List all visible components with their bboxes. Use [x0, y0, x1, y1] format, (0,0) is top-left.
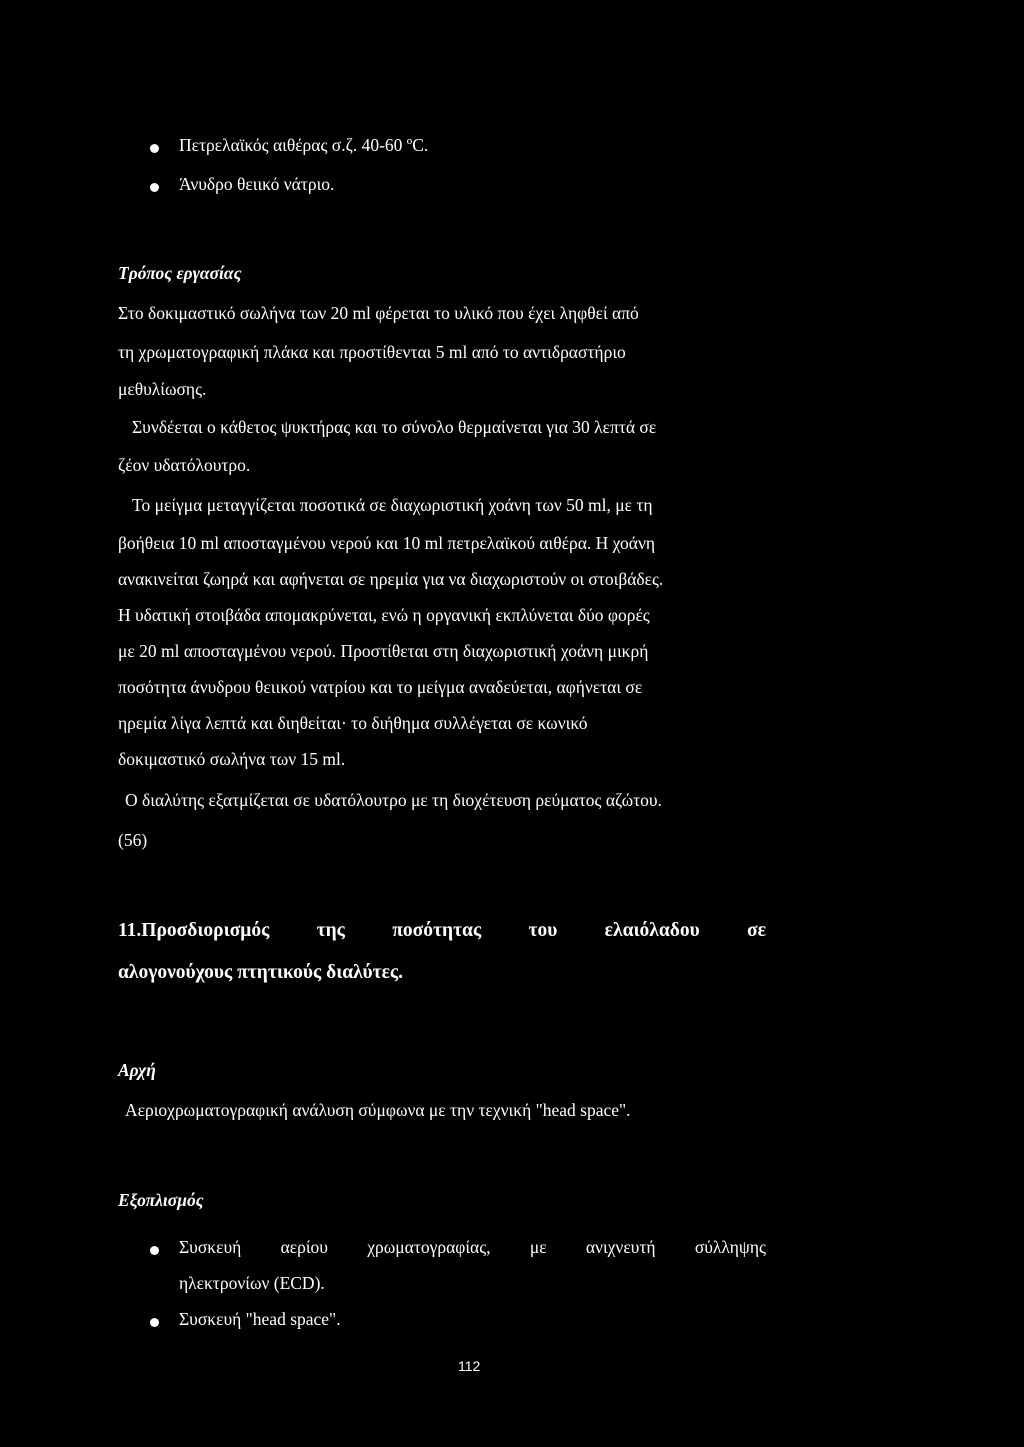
- title-word: 11.Προσδιορισμός: [118, 920, 270, 941]
- paragraph-line: Αεριοχρωματογραφική ανάλυση σύμφωνα με την τεχνική "head space".: [125, 1100, 631, 1120]
- paragraph-line: τη χρωματογραφική πλάκα και προστίθενται 5 ml από το αντιδραστήριο: [118, 342, 626, 362]
- list-word: αερίου: [280, 1237, 328, 1257]
- title-word: ποσότητας: [392, 920, 482, 941]
- paragraph-line: ποσότητα άνυδρου θειικού νατρίου και το μείγμα αναδεύεται, αφήνεται σε: [118, 677, 643, 697]
- list-word: χρωματογραφίας,: [367, 1237, 491, 1257]
- list-item-continuation: ηλεκτρονίων (ECD).: [179, 1273, 325, 1293]
- page-number: 112: [458, 1358, 481, 1374]
- list-item: Πετρελαϊκός αιθέρας σ.ζ. 40-60 ºC.: [179, 135, 429, 155]
- paragraph-line: ζέον υδατόλουτρο.: [118, 455, 251, 475]
- list-word: ανιχνευτή: [585, 1237, 656, 1257]
- list-item: Συσκευή "head space".: [179, 1309, 341, 1329]
- subheading-equipment: Εξοπλισμός: [118, 1190, 204, 1210]
- list-item: Άνυδρο θειικό νάτριο.: [179, 174, 335, 194]
- paragraph-line: με 20 ml αποσταγμένου νερού. Προστίθεται στη διαχωριστική χοάνη μικρή: [118, 641, 649, 661]
- list-word: με: [529, 1237, 547, 1257]
- paragraph-line: Το μείγμα μεταγγίζεται ποσοτικά σε διαχωριστική χοάνη των 50 ml, με τη: [132, 495, 653, 515]
- list-word: σύλληψης: [694, 1237, 766, 1257]
- subheading-principle: Αρχή: [118, 1060, 156, 1080]
- bullet-icon: [150, 1246, 159, 1255]
- bullet-icon: [150, 183, 159, 192]
- paragraph-line: μεθυλίωσης.: [118, 379, 207, 399]
- title-word: της: [316, 920, 345, 941]
- section-heading-procedure: Τρόπος εργασίας: [118, 263, 242, 283]
- section-title: [118, 920, 766, 942]
- paragraph-line: Στο δοκιμαστικό σωλήνα των 20 ml φέρεται το υλικό που έχει ληφθεί από: [118, 303, 639, 323]
- section-title-line2: αλογονούχους πτητικούς διαλύτες.: [118, 962, 403, 983]
- paragraph-line: Συνδέεται ο κάθετος ψυκτήρας και το σύνολο θερμαίνεται για 30 λεπτά σε: [132, 417, 657, 437]
- paragraph-line: Η υδατική στοιβάδα απομακρύνεται, ενώ η οργανική εκπλύνεται δύο φορές: [118, 605, 650, 625]
- list-word: Συσκευή: [179, 1237, 242, 1257]
- paragraph-line: βοήθεια 10 ml αποσταγμένου νερού και 10 ml πετρελαϊκού αιθέρα. Η χοάνη: [118, 533, 656, 553]
- paragraph-line: ηρεμία λίγα λεπτά και διηθείται· το διήθημα συλλέγεται σε κωνικό: [118, 713, 588, 733]
- paragraph-line: ανακινείται ζωηρά και αφήνεται σε ηρεμία για να διαχωριστούν οι στοιβάδες.: [118, 569, 664, 589]
- title-word: ελαιόλαδου: [604, 920, 700, 941]
- paragraph-line: Ο διαλύτης εξατμίζεται σε υδατόλουτρο με τη διοχέτευση ρεύματος αζώτου.: [125, 790, 662, 810]
- bullet-icon: [150, 1318, 159, 1327]
- paragraph-line: δοκιμαστικό σωλήνα των 15 ml.: [118, 749, 346, 769]
- reference-number: (56): [118, 830, 148, 850]
- title-word: του: [528, 920, 558, 941]
- title-word: σε: [747, 920, 766, 941]
- list-item: [179, 1237, 766, 1258]
- bullet-icon: [150, 144, 159, 153]
